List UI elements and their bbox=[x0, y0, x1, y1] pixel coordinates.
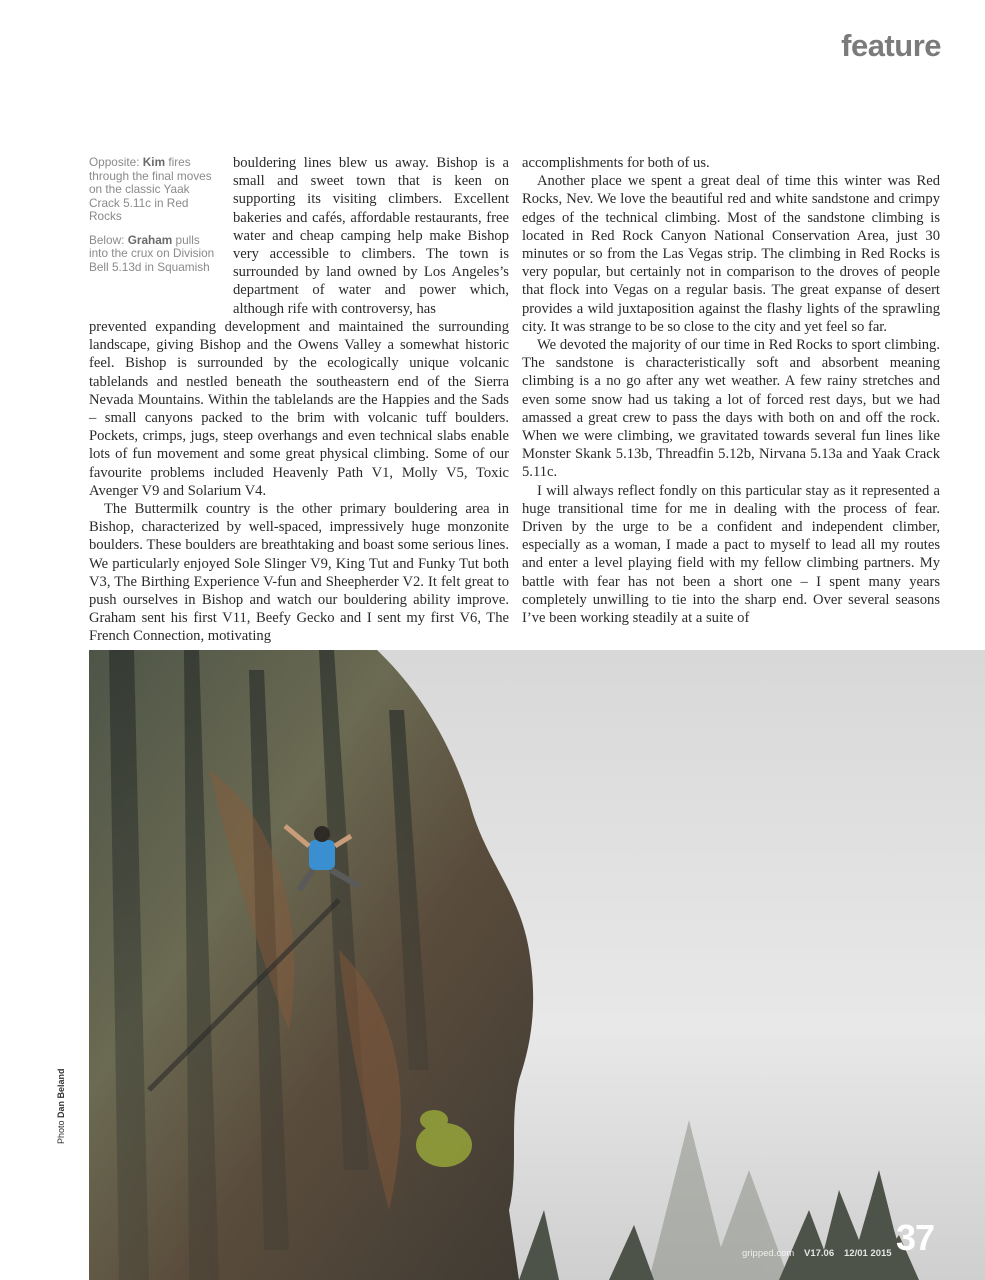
footer-volume: V17.06 bbox=[804, 1248, 835, 1259]
caption-opposite: Opposite: Kim fires through the final moves on the classic Yaak Crack 5.11c in Red Rocks bbox=[89, 155, 212, 223]
climbing-photo bbox=[89, 650, 985, 1280]
caption-name-kim: Kim bbox=[142, 155, 166, 169]
footer-url: gripped.com bbox=[742, 1248, 795, 1259]
article-column-1-top bbox=[233, 154, 509, 318]
paragraph: accomplishments for both of us. bbox=[522, 155, 710, 171]
page-number: 37 bbox=[896, 1217, 935, 1258]
photo-captions bbox=[89, 156, 221, 284]
photo-credit: Photo Dan Beland bbox=[56, 1068, 66, 1144]
paragraph: Another place we spent a great deal of time this winter was Red Rocks, Nev. We love the beautiful red and white sandstone and crimpy edges of the technical climbing. Most of the sandstone climbing is located in Red Rock Canyon National Conservation Area, just 30 minutes or so from the Las Vegas strip. The climbing in Red Rocks is very popular, but certainly not in comparison to the droves of people that flock into Vegas on a regular basis. The great expanse of desert provides a wild juxtaposition against the flashy lights of the sprawling city. It was strange to be so close to the city and yet feel so far. bbox=[522, 173, 940, 335]
article-column-1 bbox=[89, 318, 509, 646]
page-footer bbox=[730, 1215, 945, 1265]
paragraph: prevented expanding development and maintained the surrounding landscape, giving Bishop and the Owens Valley a somewhat historic feel. Bishop is surrounded by the ecologically unique volcanic tablelands and nestled beneath the southeastern end of the Sierra Nevada Mountains. Within the tablelands are the Happies and the Sads – small canyons packed to the brim with volcanic tuff boulders. Pockets, crimps, jugs, steep overhangs and even technical slabs enable lots of fun movement and some great physical climbing. Some of our favourite problems included Heavenly Path V1, Molly V5, Toxic Avenger V9 and Solarium V4. bbox=[89, 319, 509, 499]
article-column-2 bbox=[522, 154, 940, 627]
footer-date: 12/01 2015 bbox=[844, 1248, 892, 1259]
paragraph: We devoted the majority of our time in Red Rocks to sport climbing. The sandstone is characteristically soft and absorbent meaning climbing is a no go after any wet weather. A few rainy stretches and even some snow had us taking a lot of forced rest days, but we had amassed a great crew to pass the days with both on and off the rock. When we were climbing, we gravitated towards several fun lines like Monster Skank 5.13b, Threadfin 5.12b, Nirvana 5.13a and Yaak Crack 5.11c. bbox=[522, 337, 940, 481]
paragraph: I will always reflect fondly on this particular stay as it represented a huge transitional time for me in dealing with the process of fear. Driven by the urge to be a confident and independent climber, especially as a woman, I made a pact to myself to lead all my routes and enter a level playing field with my fellow climbing partners. My battle with fear has not been a short one – I spent many years completely unwilling to tie into the sharp end. Over several seasons I’ve been working steadily at a suite of bbox=[522, 482, 940, 627]
paragraph: The Buttermilk country is the other primary bouldering area in Bishop, characterized by well-spaced, impressively huge monzonite boulders. These boulders are breathtaking and boast some serious lines. We particularly enjoyed Sole Slinger V9, King Tut and Funky Tut both V3, The Birthing Experience V-fun and Sheepherder V2. It felt great to push ourselves in Bishop and watch our bouldering ability improve. Graham sent his first V11, Beefy Gecko and I sent my first V6, The French Connection, motivating bbox=[89, 501, 509, 645]
paragraph: bouldering lines blew us away. Bishop is a small and sweet town that is keen on supporting its visiting climbers. Excellent bakeries and cafés, affordable restaurants, free water and cheap camping help make Bishop very accessible to climbers. The town is surrounded by land owned by Los Angeles’s department of water and power which, although rife with controversy, has bbox=[233, 155, 509, 317]
caption-name-graham: Graham bbox=[127, 232, 173, 247]
caption-below: Below: Graham pulls into the crux on Division Bell 5.13d in Squamish bbox=[89, 232, 215, 274]
section-label: feature bbox=[841, 28, 941, 63]
